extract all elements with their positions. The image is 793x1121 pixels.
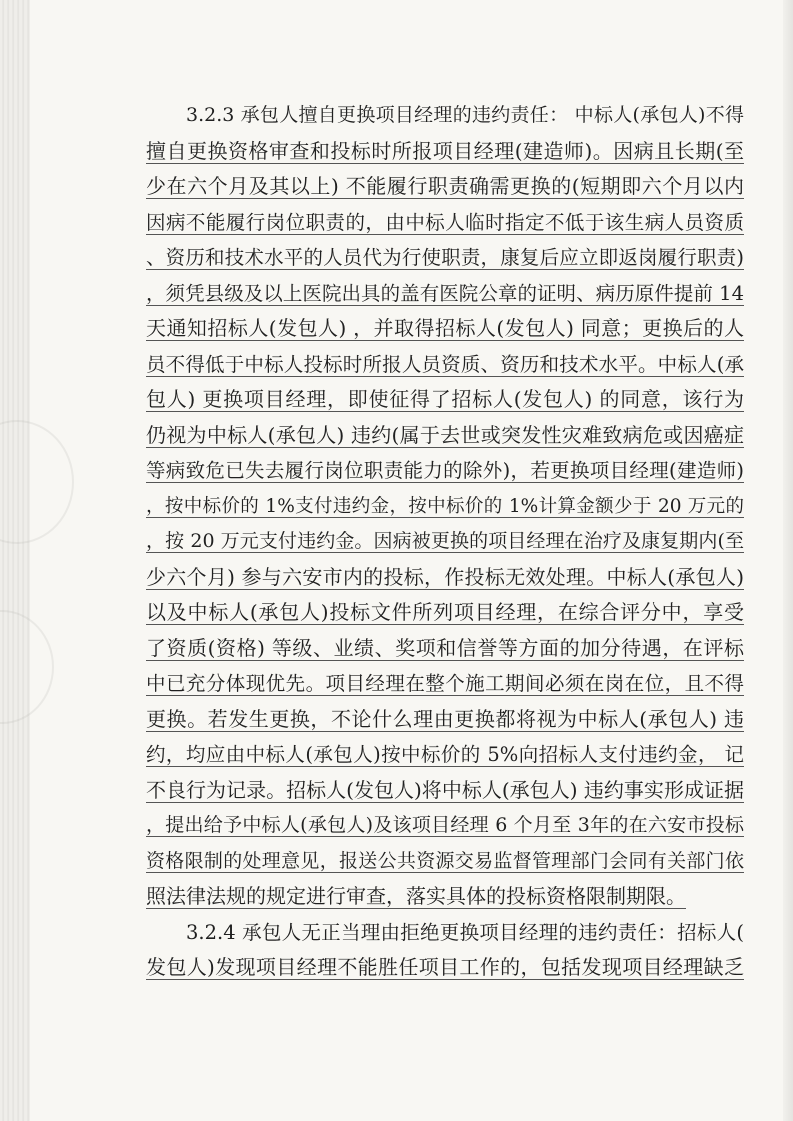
text-line bbox=[146, 98, 744, 134]
text-line: 少在六个月及其以上) 不能履行职责确需更换的(短期即六个月以内 bbox=[146, 174, 744, 198]
text-line: ，按 20 万元支付违约金。因病被更换的项目经理在治疗及康复期内(至 bbox=[146, 530, 744, 552]
text-line: 包人) 更换项目经理，即使征得了招标人(发包人) 的同意，该行为 bbox=[146, 387, 744, 411]
text-line: 照法律法规的规定进行审查，落实具体的投标资格限制期限。 bbox=[146, 884, 686, 908]
text-line: 员不得低于中标人投标时所报人员资质、资历和技术水平。中标人(承 bbox=[146, 352, 744, 376]
text-line: 因病不能履行岗位职责的，由中标人临时指定不低于该生病人员资质 bbox=[146, 210, 744, 234]
page-edge bbox=[783, 0, 793, 1121]
text-line: 、资历和技术水平的人员代为行使职责，康复后应立即返岗履行职责) bbox=[146, 246, 744, 269]
text-line: 了资质(资格) 等级、业绩、奖项和信誉等方面的加分待遇，在评标 bbox=[146, 635, 744, 660]
text-line: 更换。若发生更换，不论什么理由更换都将视为中标人(承包人) 违 bbox=[146, 706, 744, 731]
section-heading-3-2-4: 3.2.4 承包人无正当理由拒绝更换项目经理的违约责任：招标人( bbox=[186, 920, 744, 944]
text-line: 仍视为中标人(承包人) 违约(属于去世或突发性灾难致病危或因癌症 bbox=[146, 422, 744, 447]
text-line: ，按中标价的 1%支付违约金，按中标价的 1%计算金额少于 20 万元的 bbox=[146, 495, 744, 517]
text-line bbox=[146, 915, 744, 951]
text-line: ，须凭县级及以上医院出具的盖有医院公章的证明、病历原件提前 14 bbox=[146, 281, 744, 305]
text-line: 擅自更换资格审查和投标时所报项目经理(建造师)。因病且长期(至 bbox=[146, 138, 744, 163]
text-line: 约，均应由中标人(承包人)按中标价的 5%向招标人支付违约金， 记 bbox=[146, 743, 744, 766]
text-line: 资格限制的处理意见，报送公共资源交易监督管理部门会同有关部门依 bbox=[146, 849, 744, 872]
faded-stamp-mark bbox=[0, 420, 74, 544]
text-line: 中已充分体现优先。项目经理在整个施工期间必须在岗在位，且不得 bbox=[146, 672, 744, 695]
text-line: ，提出给予中标人(承包人)及该项目经理 6 个月至 3年的在六安市投标 bbox=[146, 814, 744, 836]
text-line: 等病致危已失去履行岗位职责能力的除外)，若更换项目经理(建造师) bbox=[146, 459, 744, 482]
binding-edge bbox=[0, 0, 30, 1121]
section-heading-3-2-3: 3.2.3 承包人擅自更换项目经理的违约责任： 中标人(承包人)不得 bbox=[186, 104, 744, 126]
document-body bbox=[146, 98, 744, 986]
text-line: 不良行为记录。招标人(发包人)将中标人(承包人) 违约事实形成证据 bbox=[146, 777, 744, 802]
text-line: 发包人)发现项目经理不能胜任项目工作的，包括发现项目经理缺乏 bbox=[146, 955, 744, 979]
text-line: 少六个月) 参与六安市内的投标，作投标无效处理。中标人(承包人) bbox=[146, 564, 744, 589]
text-line: 以及中标人(承包人)投标文件所列项目经理，在综合评分中，享受 bbox=[146, 600, 744, 624]
text-line: 天通知招标人(发包人) ，并取得招标人(发包人) 同意；更换后的人 bbox=[146, 316, 744, 340]
faded-stamp-mark bbox=[0, 610, 54, 724]
